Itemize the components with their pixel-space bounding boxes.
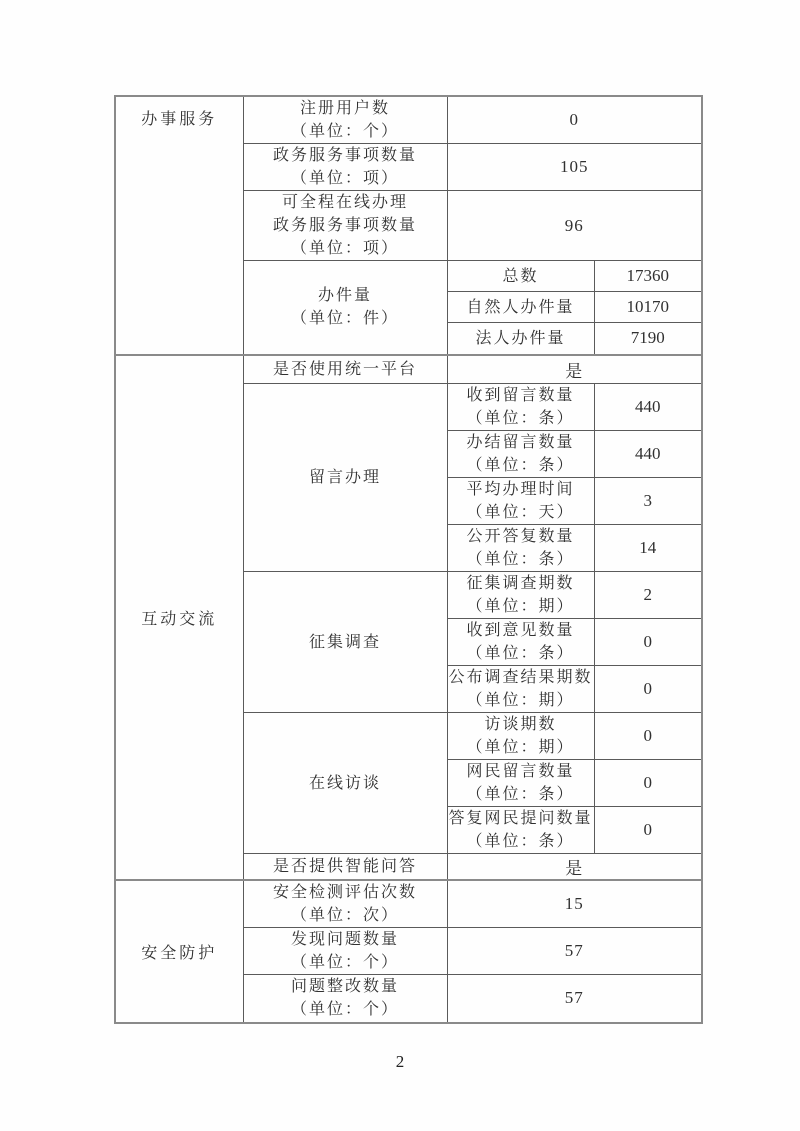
value-cell: 96 xyxy=(447,191,702,261)
subitem-cell xyxy=(447,807,594,854)
value-cell: 7190 xyxy=(594,323,702,355)
item-cell: 征集调查 xyxy=(243,572,447,713)
subitem-cell xyxy=(447,713,594,760)
item-label: 可全程在线办理 xyxy=(281,194,408,211)
subitem-cell xyxy=(447,760,594,807)
item-cell xyxy=(243,144,447,191)
item-unit: （单位：个） xyxy=(290,1001,399,1019)
item-cell xyxy=(243,191,447,261)
subitem-label: 访谈期数 xyxy=(484,716,557,733)
page-number: 2 xyxy=(395,1052,405,1071)
value-cell: 0 xyxy=(594,760,702,807)
subitem-cell: 自然人办件量 xyxy=(447,292,594,323)
item-label: 问题整改数量 xyxy=(290,978,399,996)
subitem-unit: （单位：期） xyxy=(466,598,575,615)
value-cell: 17360 xyxy=(594,261,702,292)
category-cell xyxy=(115,355,243,881)
subitem-unit: （单位：条） xyxy=(466,457,575,474)
item-unit: （单位：项） xyxy=(290,170,399,187)
subitem-cell: 总数 xyxy=(447,261,594,292)
value-cell: 0 xyxy=(447,96,702,144)
item-cell xyxy=(243,880,447,928)
item-label-line2: 政务服务事项数量 xyxy=(272,217,417,234)
item-label: 安全检测评估次数 xyxy=(272,884,417,901)
category-label: 互动交流 xyxy=(141,610,218,628)
item-cell: 是否提供智能问答 xyxy=(243,854,447,881)
item-unit: （单位：个） xyxy=(290,123,399,140)
subitem-label: 收到留言数量 xyxy=(466,387,575,404)
value-cell: 57 xyxy=(447,975,702,1023)
subitem-unit: （单位：期） xyxy=(466,739,575,756)
item-unit: （单位：个） xyxy=(290,954,399,971)
subitem-unit: （单位：期） xyxy=(466,692,575,709)
value-cell: 2 xyxy=(594,572,702,619)
item-cell: 是否使用统一平台 xyxy=(243,355,447,384)
value-cell: 是 xyxy=(447,355,702,384)
item-unit: （单位：次） xyxy=(290,907,399,924)
item-label: 办件量 xyxy=(317,287,372,305)
subitem-cell xyxy=(447,478,594,525)
item-cell xyxy=(243,975,447,1023)
item-cell: 留言办理 xyxy=(243,384,447,572)
value-cell: 10170 xyxy=(594,292,702,323)
value-cell: 15 xyxy=(447,880,702,928)
value-cell: 0 xyxy=(594,807,702,854)
category-cell xyxy=(115,880,243,1023)
value-cell: 105 xyxy=(447,144,702,191)
subitem-label: 征集调查期数 xyxy=(466,575,575,592)
subitem-label: 办结留言数量 xyxy=(466,434,575,451)
subitem-cell xyxy=(447,384,594,431)
subitem-label: 网民留言数量 xyxy=(466,763,575,780)
category-label: 办事服务 xyxy=(141,111,218,128)
value-cell: 14 xyxy=(594,525,702,572)
value-cell: 是 xyxy=(447,854,702,881)
value-cell: 440 xyxy=(594,384,702,431)
item-label: 政务服务事项数量 xyxy=(272,147,417,164)
report-table xyxy=(114,95,703,1024)
subitem-unit: （单位：条） xyxy=(466,551,575,568)
item-cell: 在线访谈 xyxy=(243,713,447,854)
value-cell: 0 xyxy=(594,619,702,666)
subitem-cell xyxy=(447,619,594,666)
subitem-cell xyxy=(447,431,594,478)
subitem-unit: （单位：条） xyxy=(466,645,575,662)
item-cell xyxy=(243,261,447,355)
subitem-label: 答复网民提问数量 xyxy=(448,810,593,827)
value-cell: 0 xyxy=(594,713,702,760)
value-cell: 440 xyxy=(594,431,702,478)
subitem-unit: （单位：天） xyxy=(466,504,575,521)
subitem-label: 公布调查结果期数 xyxy=(448,669,593,686)
subitem-label: 公开答复数量 xyxy=(466,528,575,545)
subitem-cell xyxy=(447,572,594,619)
subitem-cell xyxy=(447,666,594,713)
category-label: 安全防护 xyxy=(141,944,218,962)
subitem-unit: （单位：条） xyxy=(466,833,575,850)
subitem-cell xyxy=(447,525,594,572)
subitem-unit: （单位：条） xyxy=(466,410,575,427)
value-cell: 3 xyxy=(594,478,702,525)
value-cell: 0 xyxy=(594,666,702,713)
item-label: 注册用户数 xyxy=(299,100,390,117)
subitem-label: 平均办理时间 xyxy=(466,481,575,498)
subitem-unit: （单位：条） xyxy=(466,786,575,803)
item-unit: （单位：项） xyxy=(290,240,399,257)
item-cell xyxy=(243,96,447,144)
item-cell xyxy=(243,928,447,975)
subitem-cell: 法人办件量 xyxy=(447,323,594,355)
category-cell xyxy=(115,96,243,355)
item-unit: （单位：件） xyxy=(290,310,399,328)
subitem-label: 收到意见数量 xyxy=(466,622,575,639)
item-label: 发现问题数量 xyxy=(290,931,399,948)
value-cell: 57 xyxy=(447,928,702,975)
